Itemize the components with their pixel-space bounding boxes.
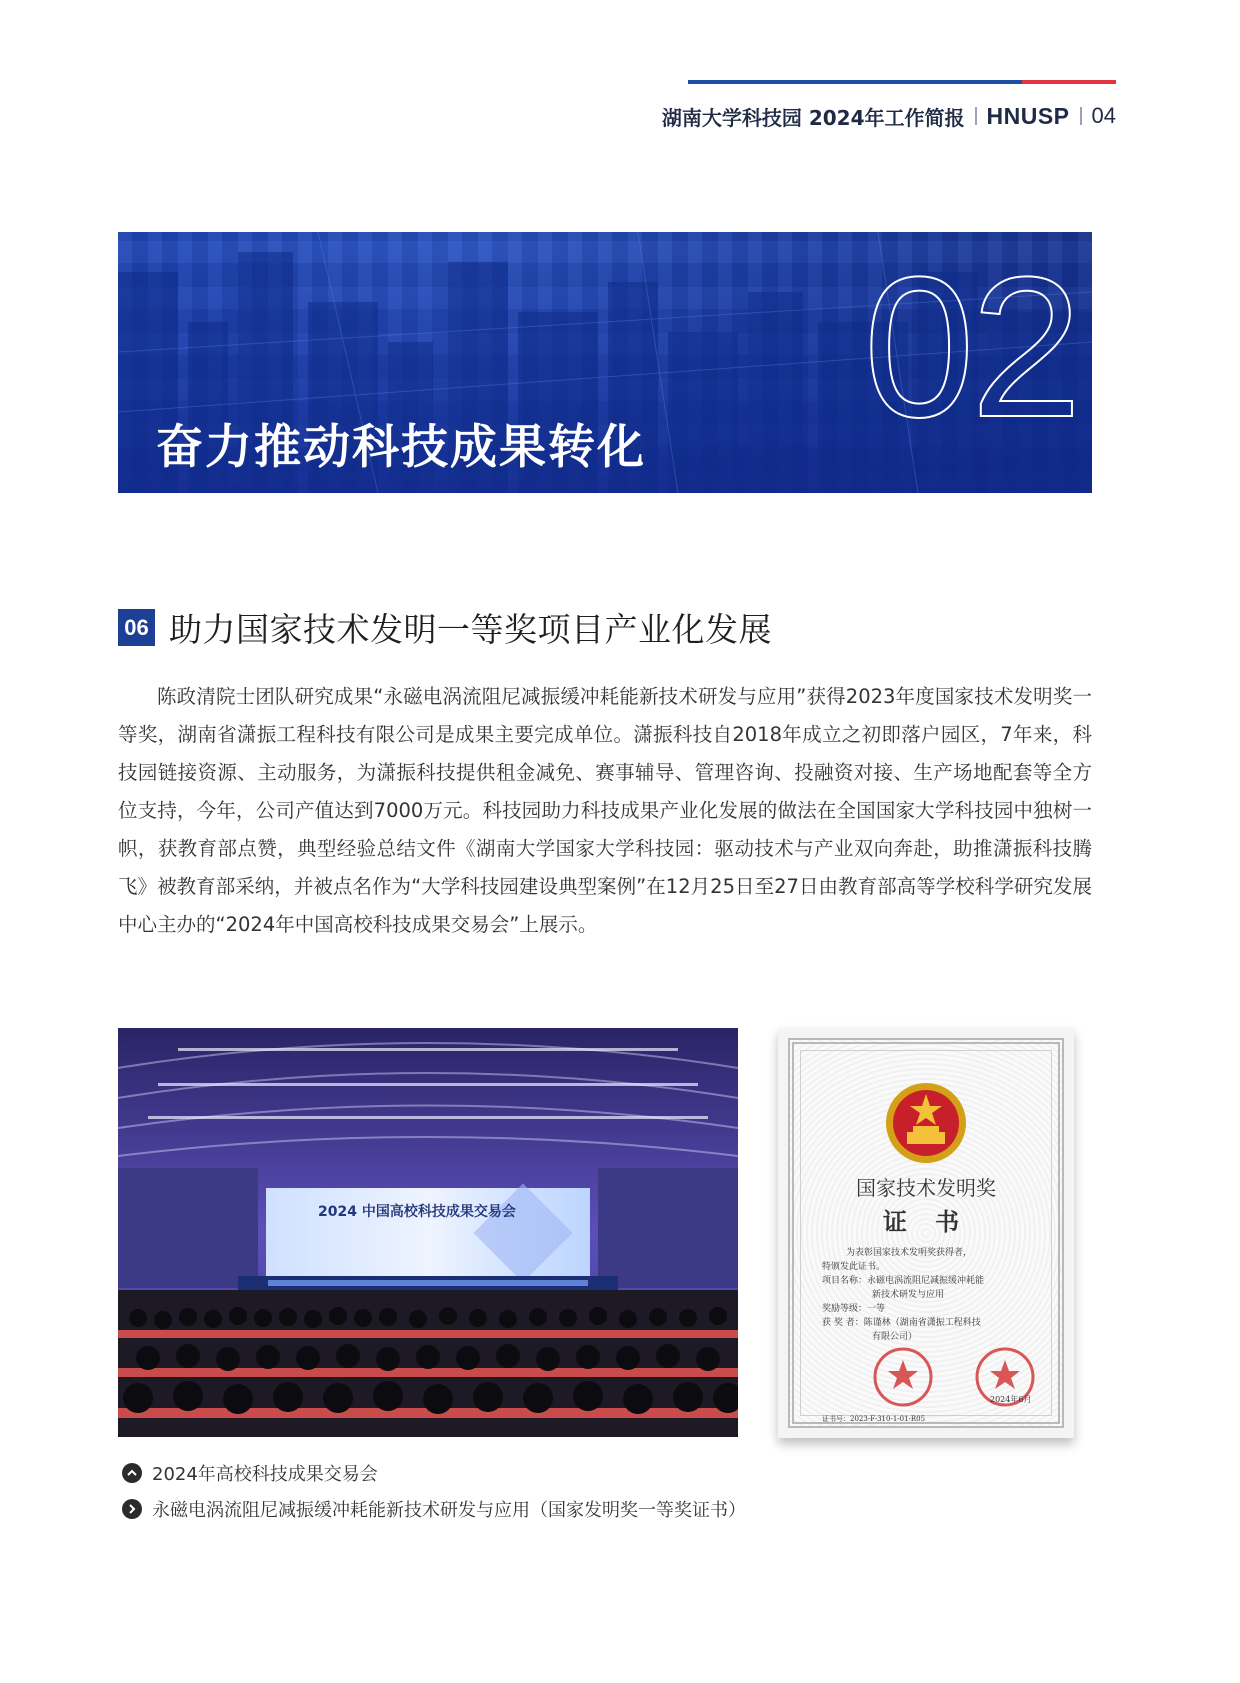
certificate-border <box>788 1038 1064 1428</box>
certificate-value: 陈谨林（湖南省潇振工程科技 <box>863 1318 981 1328</box>
section-heading <box>118 604 772 651</box>
certificate-value: 有限公司） <box>872 1332 918 1342</box>
certificate-label: 获 奖 者： <box>822 1318 864 1328</box>
certificate-line: 为表彰国家技术发明奖获得者， <box>846 1248 973 1258</box>
certificate-caption <box>122 1496 746 1522</box>
chevron-right-icon <box>122 1499 142 1519</box>
certificate-value: 永磁电涡流阻尼减振缓冲耗能 <box>867 1276 985 1286</box>
running-header <box>662 100 1116 132</box>
certificate-title: 国家技术发明奖 <box>856 1176 996 1200</box>
certificate-value: 一等 <box>867 1304 886 1314</box>
conference-photo <box>118 1028 738 1437</box>
certificate-grade-row <box>822 1302 1040 1316</box>
header-divider <box>1080 107 1082 125</box>
chapter-title: 奋力推动科技成果转化 <box>156 420 646 475</box>
header-brand: HNUSP <box>986 102 1070 129</box>
national-emblem-icon <box>883 1080 969 1166</box>
certificate-winner-row <box>822 1316 1040 1330</box>
caption-text: 2024年高校科技成果交易会 <box>152 1464 378 1485</box>
chapter-number: 02 <box>863 236 1078 459</box>
header-accent-rule <box>688 80 1116 84</box>
chevron-up-icon <box>122 1463 142 1483</box>
certificate-label: 项目名称： <box>822 1276 868 1286</box>
body-paragraph: 陈政清院士团队研究成果“永磁电涡流阻尼减振缓冲耗能新技术研发与应用”获得2023年度国家技术发明奖一等奖，湖南省潇振工程科技有限公司是成果主要完成单位。潇振科技自2018年成立之初即落户园区，7年来，科技园链接资源、主动服务，为潇振科技提供租金减免、赛事辅导、管理咨询、投融资对接、生产场地配套等全方位支持，今年，公司产值达到7000万元。科技园助力科技成果产业化发展的做法在全国国家大学科技园中独树一帜，获教育部点赞，典型经验总结文件《湖南大学国家大学科技园：驱动技术与产业双向奔赴，助推潇振科技腾飞》被教育部采纳，并被点名作为“大学科技园建设典型案例”在12月25日至27日由教育部高等学校科学研究发展中心主办的“2024年中国高校科技成果交易会”上展示。 <box>118 685 1092 936</box>
page-number: 04 <box>1091 103 1116 128</box>
section-number-badge: 06 <box>118 609 155 646</box>
certificate-date: 2024年6月 <box>990 1395 1032 1404</box>
chapter-banner <box>118 232 1092 493</box>
certificate-project-row <box>822 1274 1040 1288</box>
certificate-value: 新技术研发与应用 <box>872 1290 945 1300</box>
photo-caption <box>122 1460 378 1486</box>
certificate-label: 奖励等级： <box>822 1304 868 1314</box>
header-divider <box>975 107 977 125</box>
red-seal-icon <box>872 1346 934 1408</box>
certificate-number: 证书号：2023-F-310-1-01-R05 <box>822 1415 926 1423</box>
certificate-body <box>822 1246 1040 1344</box>
award-certificate <box>778 1028 1074 1438</box>
certificate-line: 特颁发此证书。 <box>822 1262 886 1272</box>
stage-screen-title: 2024 中国高校科技成果交易会 <box>318 1204 516 1220</box>
header-title: 湖南大学科技园 2024年工作简报 <box>661 105 965 130</box>
section-title: 助力国家技术发明一等奖项目产业化发展 <box>169 610 772 649</box>
caption-text: 永磁电涡流阻尼减振缓冲耗能新技术研发与应用（国家发明奖一等奖证书） <box>152 1500 746 1521</box>
certificate-subtitle: 证 书 <box>882 1207 970 1236</box>
